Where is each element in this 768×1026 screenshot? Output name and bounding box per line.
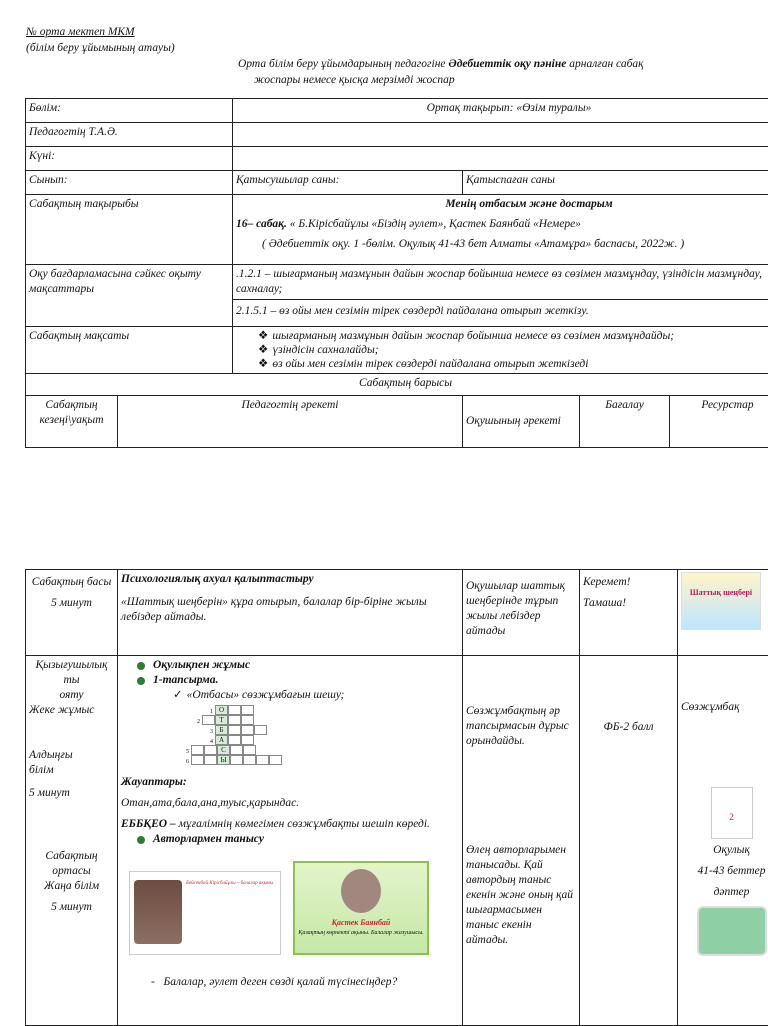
present-label: Қатысушылар саны: — [233, 171, 463, 195]
stage1-resource-cell — [678, 570, 768, 656]
section-label: Бөлім: — [26, 99, 233, 123]
section-value: Ортақ тақырып: «Өзім туралы» — [233, 99, 768, 123]
topic-lesson-number: 16– сабақ. — [236, 218, 287, 230]
goal-item: ❖ үзіндісін сахналайды; — [258, 343, 768, 357]
stage2-name-cell — [26, 656, 118, 1026]
topic-cell — [233, 195, 768, 265]
crossword-row: 4 А — [215, 735, 254, 745]
crossword-row: 1 О — [215, 705, 254, 715]
discussion-question: - Балалар, әулет деген сөзді қалай түсінесіңдер? — [121, 975, 459, 990]
stage2-prior-1: Алдыңғы — [29, 748, 114, 763]
heading-line2: жоспары немесе қысқа мерзімді жоспар — [238, 72, 738, 88]
objective-1: .1.2.1 – шығарманың мазмұнын дайын жоспар бойынша немесе өз сөзімен мазмұндау, үзіндісін мазмұндау, сахналау; — [233, 265, 768, 300]
crossword-row: 5 С — [191, 745, 256, 755]
author2-sub: Қазақтың көрнекті ақыны. Балалар жазушысы. — [295, 930, 427, 937]
answers-label: Жауаптары: — [121, 775, 459, 790]
stage1-time: 5 минут — [29, 593, 114, 614]
resource-pages: 41-43 беттер — [681, 864, 768, 879]
crossword-row: 2 Т — [202, 715, 254, 725]
task-item: ✓ «Отбасы» сөзжұмбағын шешу; — [121, 688, 459, 703]
col-resources: Ресурстар — [670, 396, 768, 448]
teacher-label: Педагогтің Т.А.Ә. — [26, 123, 233, 147]
resource-notebook: дәптер — [681, 885, 768, 900]
lesson-stages-table — [25, 569, 768, 1026]
goals-cell — [233, 327, 768, 374]
progress-title: Сабақтың барысы — [26, 374, 768, 396]
goal-item: ❖ шығарманың мазмұнын дайын жоспар бойынша немесе өз сөзімен мазмұндайды; — [258, 329, 768, 343]
stage2-time: 5 минут — [29, 786, 114, 801]
date-value[interactable] — [233, 147, 768, 171]
stage2-student-1: Сөзжұмбақтың әр тапсырмасын дұрыс орындайды. — [466, 704, 576, 749]
bullet-task1: 1-тапсырма. — [121, 673, 459, 688]
author2-name: Қастек Баянбай — [295, 915, 427, 930]
absent-label: Қатыспаған саны — [463, 171, 768, 195]
stage2-student-cell — [463, 656, 580, 1026]
bullet-textbook: Оқулықпен жұмыс — [121, 658, 459, 673]
col-student: Оқушының әрекеті — [463, 396, 580, 448]
class-label: Сынып: — [26, 171, 233, 195]
bullet-icon — [137, 836, 145, 844]
resource-crossword: Сөзжұмбақ — [681, 700, 768, 715]
author2-image — [293, 861, 429, 955]
objectives-cell — [233, 265, 768, 327]
bullet-icon — [137, 677, 145, 685]
heading-subject: Әдебиеттік оқу пәніне — [448, 58, 566, 70]
col-assess: Бағалау — [580, 396, 670, 448]
stage1-student: Оқушылар шаттық шеңберінде тұрып жылы лебіздер айтады — [463, 570, 580, 656]
answers-text: Отан,ата,бала,ана,туыс,қарындас. — [121, 796, 459, 811]
ebbkeo-note: ЕББҚЕО – мұғалімнің көмегімен сөзжұмбақты шешіп көреді. — [121, 817, 459, 832]
textbook-number: 2 — [712, 810, 752, 825]
objective-2: 2.1.5.1 – өз ойы мен сезімін тірек сөздерді пайдалана отырып жеткізу. — [233, 300, 768, 323]
stage2-student-2: Өлең авторларымен танысады. Қай автордың таныс екенін және оның қай шығармасымен таныс екенін айтады. — [466, 843, 576, 948]
stage1-assess-1: Керемет! — [583, 572, 674, 593]
crossword-row: 3 Б — [215, 725, 267, 735]
lesson-plan-table — [25, 98, 768, 448]
org-note: (білім беру ұйымының атауы) — [26, 42, 175, 54]
stage2-mid-time: 5 минут — [29, 900, 114, 915]
topic-source: ( Әдебиеттік оқу. 1 -бөлім. Оқулық 41-43 бет Алматы «Атамұра» баспасы, 2022ж. ) — [236, 237, 768, 252]
stage2-mode: Жеке жұмыс — [29, 703, 114, 718]
textbook-image — [711, 787, 753, 839]
author1-image — [129, 871, 281, 955]
bullet-authors: Авторлармен танысу — [121, 832, 459, 847]
date-label: Күні: — [26, 147, 233, 171]
checkmark-icon: ✓ — [173, 689, 183, 701]
stage1-name-cell — [26, 570, 118, 656]
goals-list — [236, 329, 768, 371]
stage1-assess-2: Тамаша! — [583, 593, 674, 614]
objectives-label: Оқу бағдарламасына сәйкес оқыту мақсаттары — [26, 265, 233, 327]
author1-portrait — [134, 880, 182, 944]
stage1-text: «Шаттық шеңберін» құра отырып, балалар бір-біріне жылы лебіздер айтады. — [121, 595, 459, 625]
stage2-name-1: Қызығушылық ты — [29, 658, 114, 688]
stage1-teacher-cell — [118, 570, 463, 656]
stage2-mid-name: Сабақтың ортасы — [29, 849, 114, 879]
topic-title: Менің отбасым және достарым — [236, 197, 768, 212]
happy-circle-image — [681, 572, 761, 630]
topic-lesson-text: « Б.Кірісбайұлы «Біздің әулет», Қастек Баянбай «Немере» — [287, 218, 581, 230]
resource-textbook: Оқулық — [681, 843, 768, 858]
stage2-teacher-cell — [118, 656, 463, 1026]
goal-item: ❖ өз ойы мен сезімін тірек сөздерді пайдалана отырып жеткізеді — [258, 357, 768, 371]
stage1-name: Сабақтың басы — [29, 572, 114, 593]
stage2-assess: ФБ-2 балл — [583, 720, 674, 735]
stage2-prior-2: білім — [29, 763, 114, 778]
topic-label: Сабақтың тақырыбы — [26, 195, 233, 265]
school-name: № орта мектеп МКМ — [26, 26, 135, 38]
goals-label: Сабақтың мақсаты — [26, 327, 233, 374]
crossword-row: 6 Ы — [191, 755, 282, 765]
stage2-name-2: ояту — [29, 688, 114, 703]
author1-caption: Бейсенбай Кірісбайұлы – балалар ақыны — [186, 872, 273, 954]
heading-post: арналған сабақ — [566, 58, 643, 70]
notebook-image — [697, 906, 767, 956]
teacher-value[interactable] — [233, 123, 768, 147]
col-stage: Сабақтың кезеңі\уақыт — [26, 396, 118, 448]
stage2-resource-cell — [678, 656, 768, 1026]
crossword-grid — [191, 705, 459, 767]
stage2-assess-cell — [580, 656, 678, 1026]
happy-circle-banner: Шаттық шеңбері — [688, 585, 754, 600]
document-heading — [238, 56, 738, 88]
stage1-assess-cell — [580, 570, 678, 656]
stage2-mid-new: Жаңа білім — [29, 879, 114, 894]
author-images — [129, 861, 459, 955]
bullet-icon — [137, 662, 145, 670]
stage1-title: Психологиялық ахуал қалыптастыру — [121, 572, 459, 587]
author2-portrait — [341, 869, 381, 913]
heading-pre: Орта білім беру ұйымдарының педагогіне — [238, 58, 448, 70]
col-teacher: Педагогтің әрекеті — [118, 396, 463, 448]
